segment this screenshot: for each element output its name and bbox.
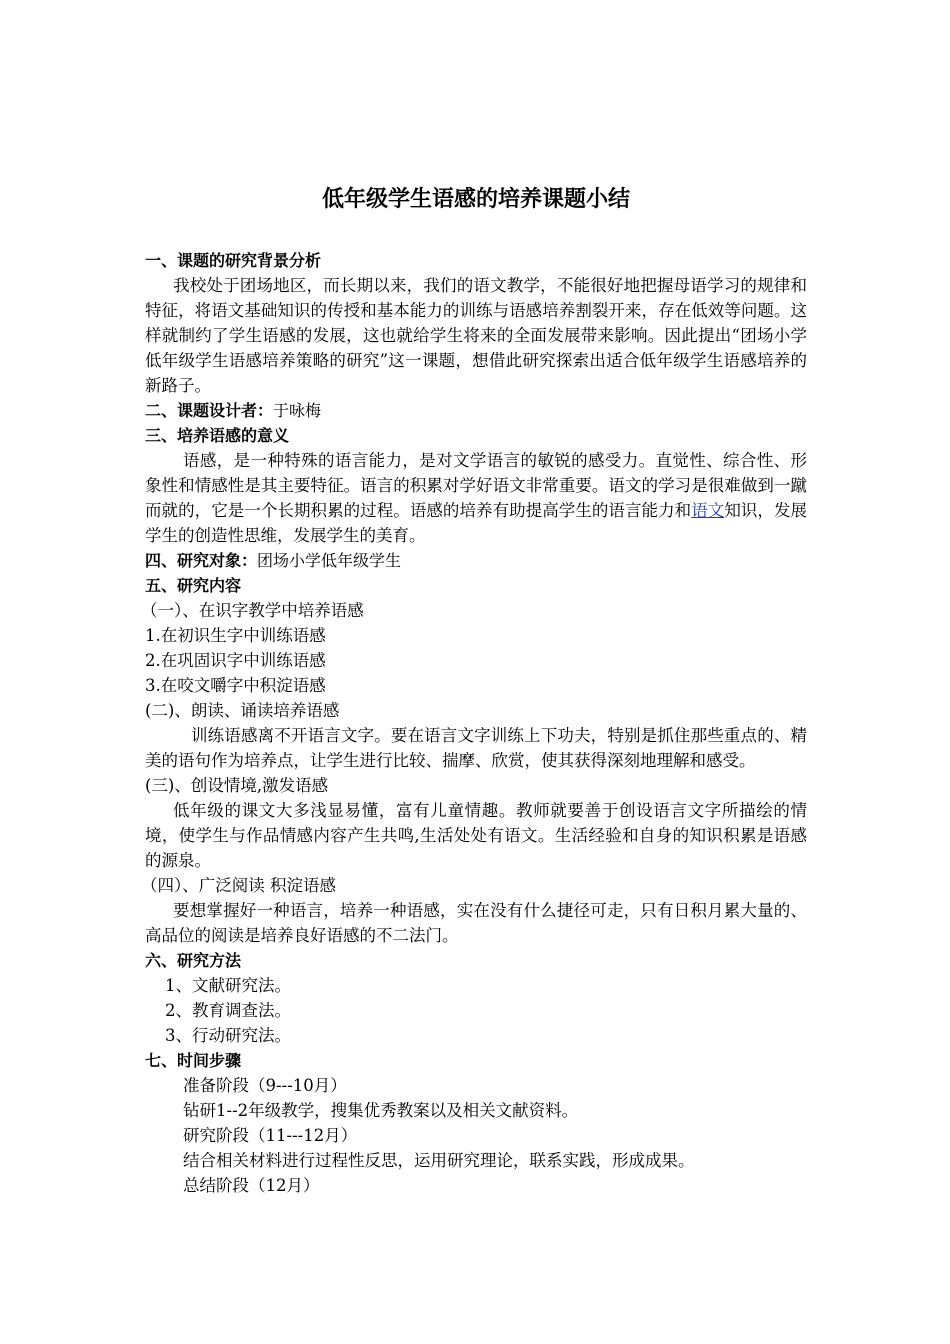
content-sub1-item-3: 3.在咬文嚼字中积淀语感 <box>145 676 326 695</box>
schedule-step-1: 准备阶段（9---10月） <box>183 1076 347 1095</box>
significance-text-before-link: 语感，是一种特殊的语言能力，是对文学语言的敏锐的感受力。直觉性、综合性、形象性和情感性是其主要特征。语言的积累对学好语文非常重要。语文的学习是很难做到一蹴而就的，它是一个长期积累的过程。语感的培养有助提高学生的语言能力和 <box>145 451 807 520</box>
section-heading-schedule: 七、时间步骤 <box>145 1051 242 1070</box>
section-heading-content: 五、研究内容 <box>145 576 242 595</box>
schedule-step-5: 总结阶段（12月） <box>183 1176 320 1195</box>
method-item-2: 2、教育调查法。 <box>165 1001 291 1020</box>
subjects-label: 四、研究对象： <box>145 551 258 570</box>
content-sub4-paragraph: 要想掌握好一种语言，培养一种语感，实在没有什么捷径可走，只有日积月累大量的、高品位的阅读是培养良好语感的不二法门。 <box>145 901 807 945</box>
designer-label: 二、课题设计者： <box>145 401 274 420</box>
content-sub3-paragraph: 低年级的课文大多浅显易懂，富有儿童情趣。教师就要善于创设语言文字所描绘的情境，使学生与作品情感内容产生共鸣,生活处处有语文。生活经验和自身的知识积累是语感的源泉。 <box>145 801 807 870</box>
content-sub1-title: （一）、在识字教学中培养语感 <box>141 601 364 620</box>
content-sub2-title: (二)、朗读、诵读培养语感 <box>145 701 340 720</box>
schedule-step-4: 结合相关材料进行过程性反思，运用研究理论，联系实践，形成成果。 <box>183 1151 695 1170</box>
significance-paragraph <box>145 448 807 548</box>
document-page <box>141 180 808 1198</box>
schedule-step-2: 钻研1--2年级教学，搜集优秀教案以及相关文献资料。 <box>183 1101 579 1120</box>
subjects-value: 团场小学低年级学生 <box>257 551 402 570</box>
content-sub3-title: (三)、创设情境,激发语感 <box>145 776 329 795</box>
method-item-3: 3、行动研究法。 <box>165 1026 291 1045</box>
section-heading-designer <box>145 398 807 423</box>
significance-text-after-link: 知识，发展学生的创造性思维，发展学生的美育。 <box>145 501 808 545</box>
section-heading-significance: 三、培养语感的意义 <box>145 426 290 445</box>
background-paragraph: 我校处于团场地区，而长期以来，我们的语文教学，不能很好地把握母语学习的规律和特征，将语文基础知识的传授和基本能力的训练与语感培养割裂开来，存在低效等问题。这样就制约了学生语感的发展，这也就给学生将来的全面发展带来影响。因此提出“团场小学低年级学生语感培养策略的研究”这一课题，想借此研究探索出适合低年级学生语感培养的新路子。 <box>145 276 807 395</box>
content-sub1-item-1: 1.在初识生字中训练语感 <box>145 626 326 645</box>
method-item-1: 1、文献研究法。 <box>165 976 291 995</box>
content-sub4-title: （四）、广泛阅读 积淀语感 <box>141 876 336 895</box>
content-sub2-paragraph: 训练语感离不开语言文字。要在语言文字训练上下功夫，特别是抓住那些重点的、精美的语句作为培养点，让学生进行比较、揣摩、欣赏，使其获得深刻地理解和感受。 <box>145 726 807 770</box>
schedule-step-3: 研究阶段（11---12月） <box>183 1126 358 1145</box>
section-heading-subjects <box>145 548 807 573</box>
content-sub1-item-2: 2.在巩固识字中训练语感 <box>145 651 326 670</box>
section-heading-background: 一、课题的研究背景分析 <box>145 251 322 270</box>
designer-name: 于咏梅 <box>273 401 322 420</box>
section-heading-methods: 六、研究方法 <box>145 951 242 970</box>
yuwen-link[interactable]: 语文 <box>691 501 725 520</box>
document-title: 低年级学生语感的培养课题小结 <box>321 187 630 212</box>
